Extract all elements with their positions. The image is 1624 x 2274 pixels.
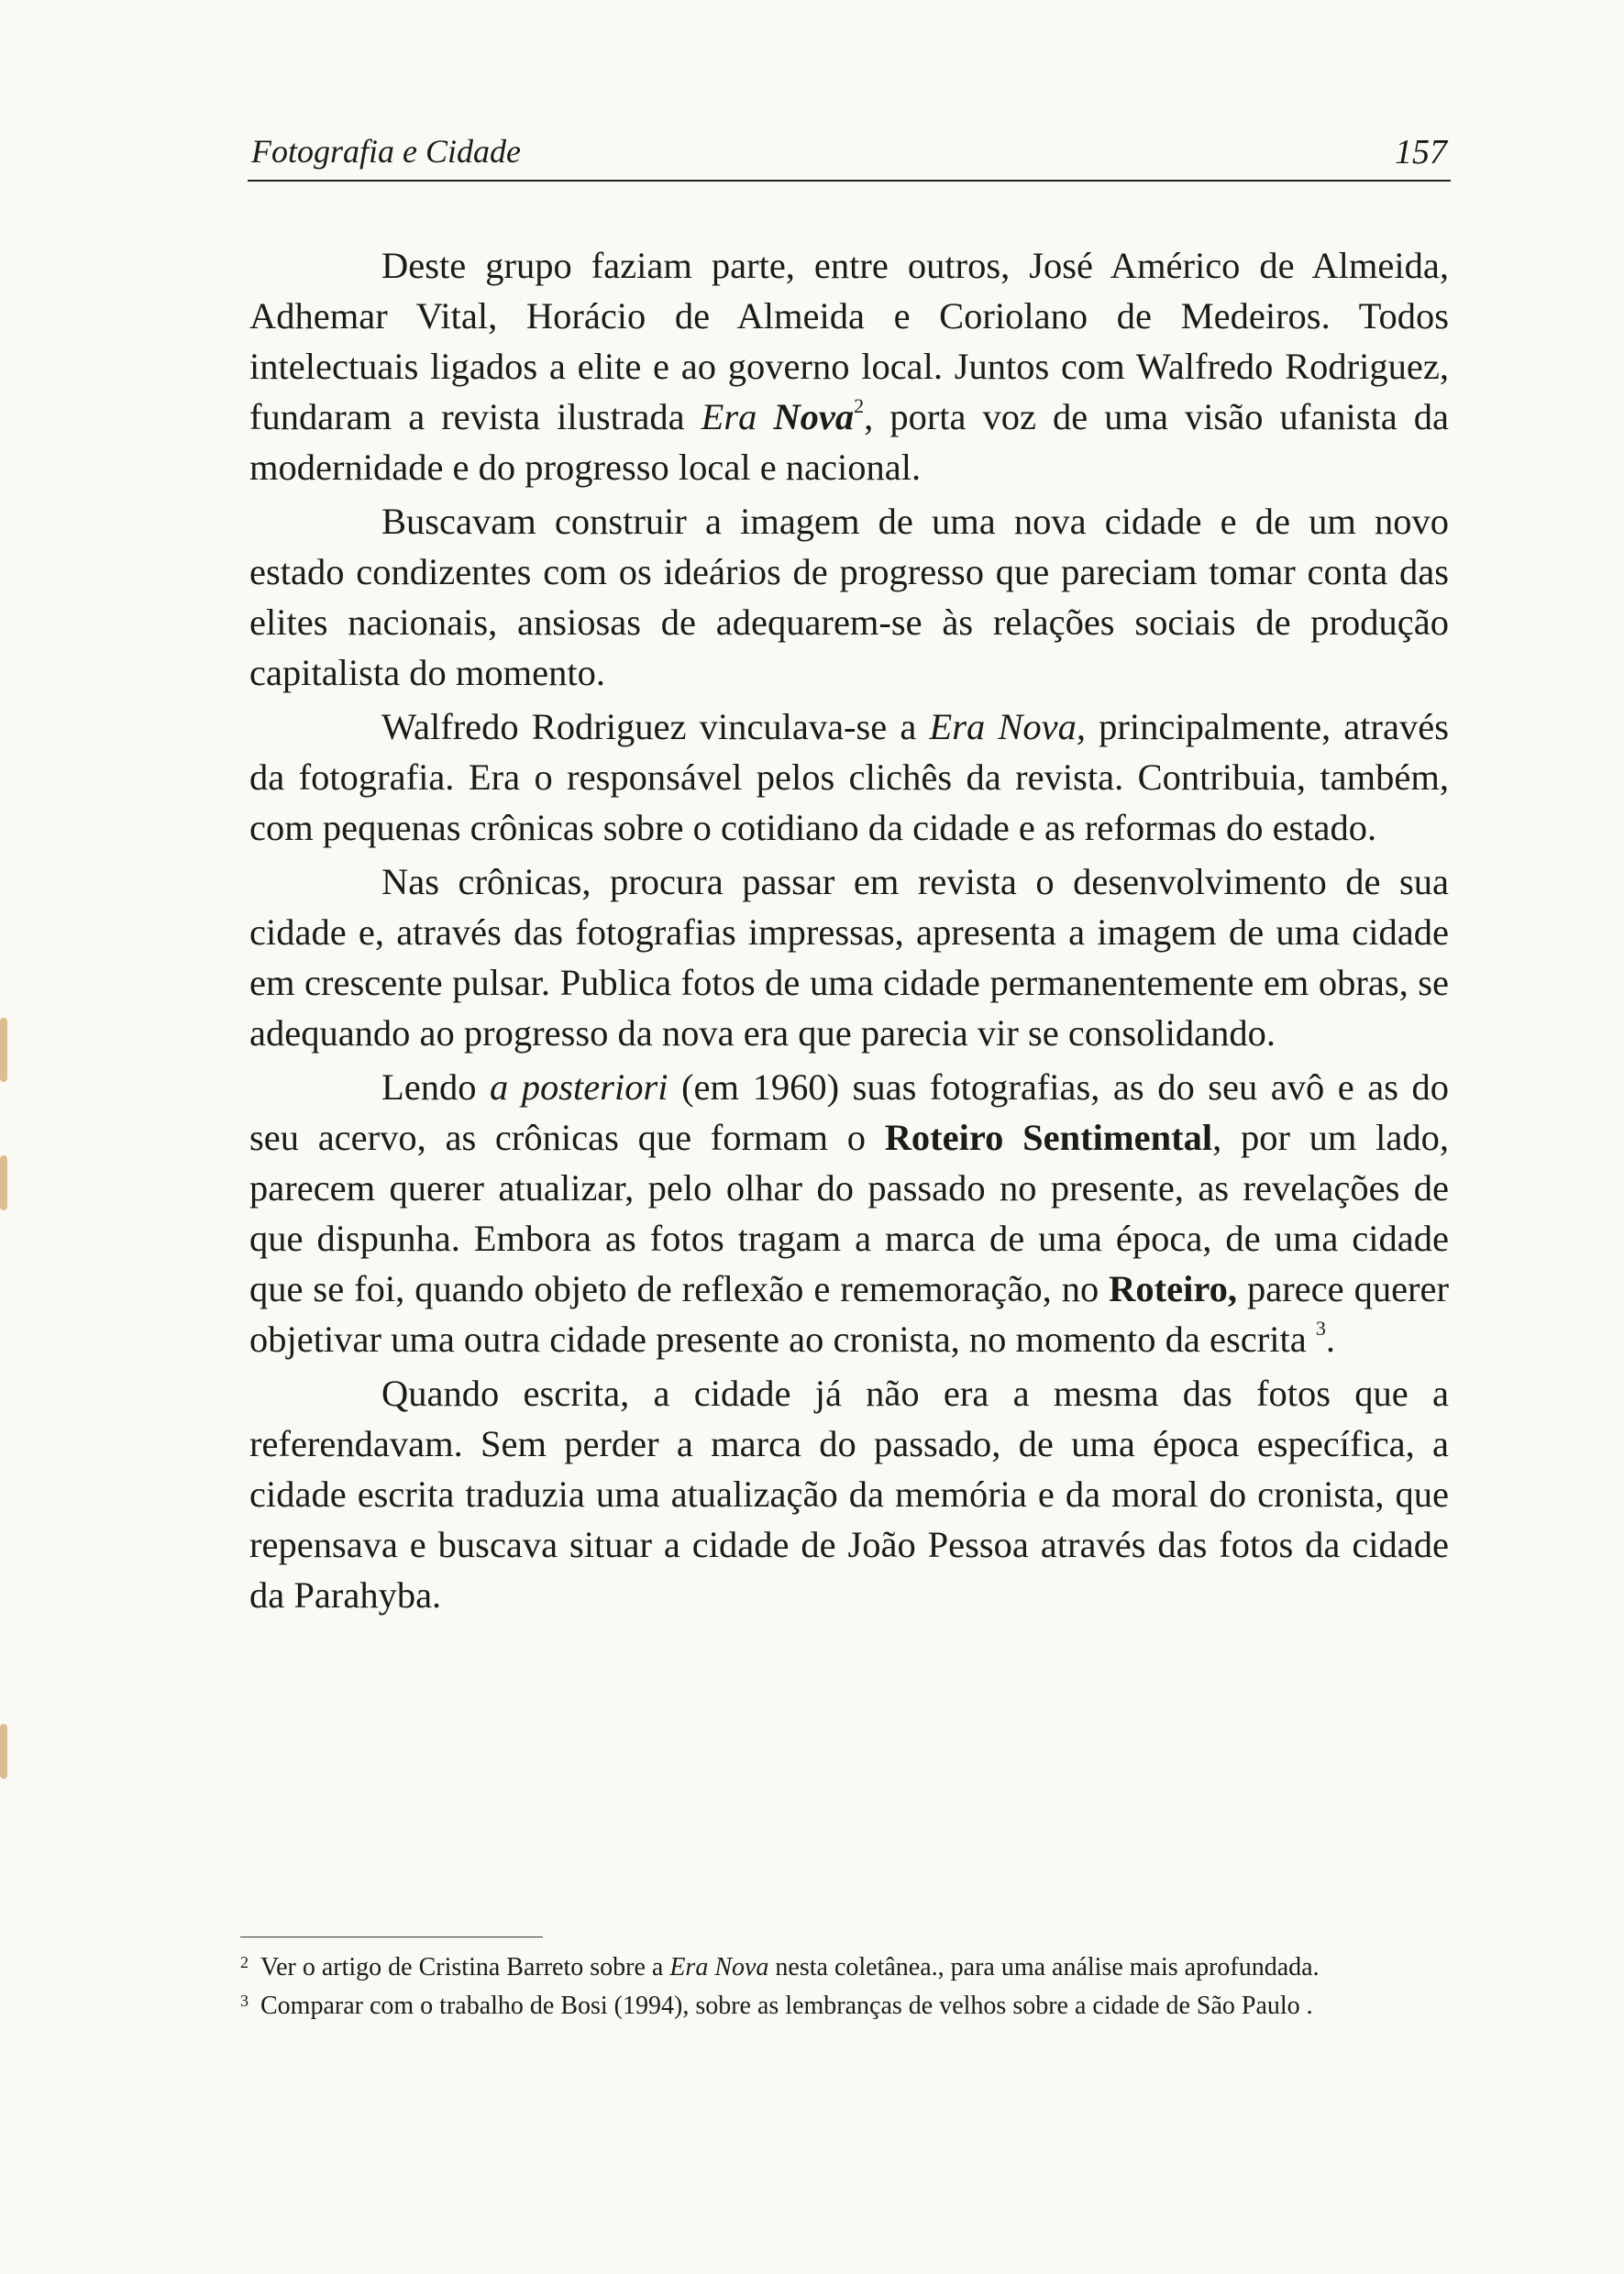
footnote-ref: 2 (854, 393, 865, 417)
footnote (240, 1951, 1451, 1984)
paragraph: Quando escrita, a cidade já não era a mesma das fotos que a referendavam. Sem perder a marca do passado, de uma época específica, a cidade escrita traduzia uma atualização da memória e da moral do cronista, que repensava e buscava situar a cidade de João Pessoa através das fotos da cidade da Parahyba. (249, 1373, 1449, 1616)
running-title: Fotografia e Cidade (251, 133, 521, 170)
paragraph: Nas crônicas, procura passar em revista o desenvolvimento de sua cidade e, através das fotografias impressas, apresenta a imagem de uma cidade em crescente pulsar. Publica fotos de uma cidade permanentemente em obras, se adequando ao progresso da nova era que parecia vir se consolidando. (249, 861, 1449, 1054)
footnotes (240, 1951, 1451, 2028)
body-text (249, 240, 1449, 1620)
paragraph: Buscavam construir a imagem de uma nova cidade e de um novo estado condizentes com os ideários de progresso que pareciam tomar conta das elites nacionais, ansiosas de adequarem-se às relações sociais de produção capitalista do momento. (249, 501, 1449, 693)
footnote (240, 1990, 1451, 2023)
footnote-text: Comparar com o trabalho de Bosi (1994), sobre as lembranças de velhos sobre a cidade de São Paulo . (260, 1992, 1313, 2020)
footnote-number: 2 (240, 1953, 249, 1971)
page-number: 157 (1395, 133, 1447, 171)
paragraph: Walfredo Rodriguez vinculava-se a Era Nova, principalmente, através da fotografia. Era o responsável pelos clichês da revista. Contribuia, também, com pequenas crônicas sobre o cotidiano da cidade e as reformas do estado. (249, 706, 1449, 848)
footnote-number: 3 (240, 1992, 249, 2010)
footnote-ref: 3 (1315, 1316, 1326, 1340)
paragraph: Lendo a posteriori (em 1960) suas fotografias, as do seu avô e as do seu acervo, as crônicas que formam o Roteiro Sentimental, por um lado, parecem querer atualizar, pelo olhar do passado no presente, as revelações de que dispunha. Embora as fotos tragam a marca de uma época, de uma cidade que se foi, quando objeto de reflexão e rememoração, no Roteiro, parece querer objetivar uma outra cidade presente ao cronista, no momento da escrita $^3$. (249, 1066, 1450, 1360)
footnote-text: Ver o artigo de Cristina Barreto sobre a Era Nova nesta coletânea., para uma análise mais aprofundada. (260, 1953, 1320, 1981)
running-header (248, 127, 1451, 182)
paragraph: Deste grupo faziam parte, entre outros, José Américo de Almeida, Adhemar Vital, Horácio de Almeida e Coriolano de Medeiros. Todos intelectuais ligados a elite e ao governo local. Juntos com Walfredo Rodriguez, fundaram a revista ilustrada Era Nova$^2$, porta voz de uma visão ufanista da modernidade e do progresso local e nacional. (249, 245, 1449, 488)
page-edge-stain (0, 1018, 7, 1082)
page-edge-stain (0, 1724, 7, 1779)
page-edge-stain (0, 1155, 7, 1210)
